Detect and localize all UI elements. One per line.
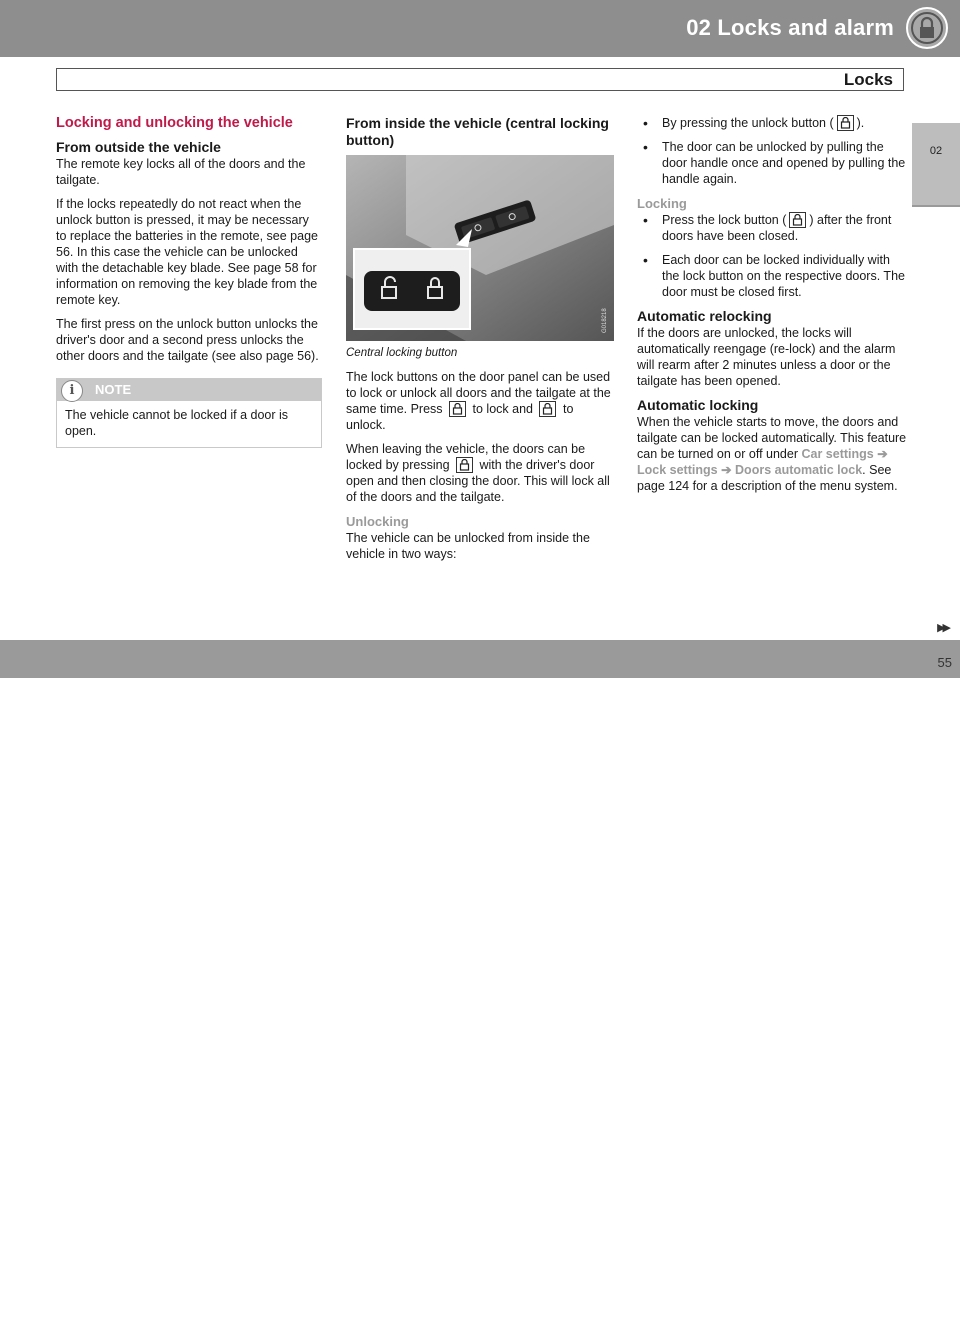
footer-bar xyxy=(0,640,960,1316)
inside-text-1a: The lock buttons on the door panel can be used to lock or unlock all doors and the tailgate at the same time. Press xyxy=(346,370,611,416)
menu-doors-automatic-lock: Doors automatic lock xyxy=(735,463,863,477)
outside-heading: From outside the vehicle xyxy=(56,139,221,155)
inside-text-2b: with the driver's door open and then closing the door. This will lock all of the doors and the tailgate. xyxy=(346,458,610,504)
lock-methods-list xyxy=(637,212,907,300)
figure-caption: Central locking button xyxy=(346,347,458,359)
column-1 xyxy=(56,115,322,448)
section-title: Locks xyxy=(843,70,893,89)
chapter-tab-label: 02 xyxy=(929,145,943,157)
note-label: NOTE xyxy=(95,382,132,397)
watermark: carmanualsonline.info xyxy=(583,1285,891,1316)
door-panel-illustration xyxy=(346,155,614,341)
inside-text-1b: to lock and xyxy=(472,402,533,416)
relock-text: If the doors are unlocked, the locks will automatically reengage (re-lock) and the alarm will rearm after 2 minutes unless a door or the tailgate has been opened. xyxy=(637,326,896,388)
inside-text-1c: to unlock. xyxy=(346,402,574,432)
note-text: The vehicle cannot be locked if a door is open. xyxy=(65,408,289,438)
autolock-text-b: . See page 124 for a description of the menu system. xyxy=(637,463,898,493)
bullet-1-text-a: By pressing the unlock button ( xyxy=(662,116,834,130)
autolock-text-a: When the vehicle starts to move, the doors and tailgate can be locked automatically. This feature can be turned on or off under xyxy=(637,415,907,461)
outside-paragraph-1: The remote key locks all of the doors and the tailgate. xyxy=(56,157,306,187)
inside-paragraph-1 xyxy=(346,369,614,433)
list-item xyxy=(637,212,907,244)
page-number: 55 xyxy=(937,655,952,670)
inside-text-2a: When leaving the vehicle, the doors can be locked by pressing xyxy=(346,442,586,472)
note-box xyxy=(56,378,322,448)
next-page-arrows-icon[interactable]: ▶▶ xyxy=(937,622,948,634)
outside-paragraph-2: If the locks repeatedly do not react when the unlock button is pressed, it may be necessary to replace the batteries in the remote, see page 56. In this case the vehicle can be unlocked with the detachable key blade. See page 58 for information on removing the key blade from the remote key. xyxy=(56,197,318,307)
info-icon: i xyxy=(61,380,83,402)
inside-paragraph-2 xyxy=(346,441,614,505)
list-item: • The door can be unlocked by pulling the door handle once and opened by pulling the handle again. xyxy=(637,139,907,187)
list-item xyxy=(637,115,907,131)
inside-heading: From inside the vehicle (central locking button) xyxy=(346,115,609,148)
locking-heading: Locking and unlocking the vehicle xyxy=(56,115,293,131)
unlocking-text: The vehicle can be unlocked from inside the vehicle in two ways: xyxy=(346,531,590,561)
relock-heading: Automatic relocking xyxy=(637,308,772,324)
locking-subheading: Locking xyxy=(637,196,687,211)
column-3 xyxy=(637,115,907,502)
section-band xyxy=(56,68,904,91)
lock-chapter-icon xyxy=(905,6,949,50)
unlock-methods-list xyxy=(637,115,907,187)
tab-divider xyxy=(912,205,960,207)
figure-code: G018218 xyxy=(602,308,608,333)
lock-button-icon xyxy=(789,212,806,228)
header-bar xyxy=(0,0,960,57)
bullet-3-text-a: Press the lock button ( xyxy=(662,213,787,227)
autolock-text xyxy=(637,414,907,494)
central-locking-figure xyxy=(346,155,614,341)
lock-button-icon xyxy=(449,401,466,417)
chapter-title: 02 Locks and alarm xyxy=(686,15,894,40)
list-item: • Each door can be locked individually with the lock button on the respective doors. The door must be closed first. xyxy=(637,252,907,300)
column-2 xyxy=(346,115,614,570)
menu-arrow-icon: ➔ xyxy=(877,447,888,461)
unlocking-heading: Unlocking xyxy=(346,514,409,529)
lock-button-icon xyxy=(456,457,473,473)
chapter-tab[interactable] xyxy=(912,123,960,205)
bullet-1-text-b: ). xyxy=(856,116,865,130)
menu-arrow-icon: ➔ xyxy=(721,463,732,477)
bullet-3-text-b: ) after the front doors have been closed. xyxy=(662,213,892,243)
unlock-button-icon xyxy=(837,115,854,131)
note-header xyxy=(57,379,321,401)
unlock-button-icon xyxy=(539,401,556,417)
menu-lock-settings: Lock settings xyxy=(637,463,718,477)
autolock-heading: Automatic locking xyxy=(637,397,759,413)
outside-paragraph-3: The first press on the unlock button unlocks the driver's door and a second press unlocks the other doors and the tailgate (see also page 56). xyxy=(56,317,319,363)
menu-car-settings: Car settings xyxy=(801,447,874,461)
